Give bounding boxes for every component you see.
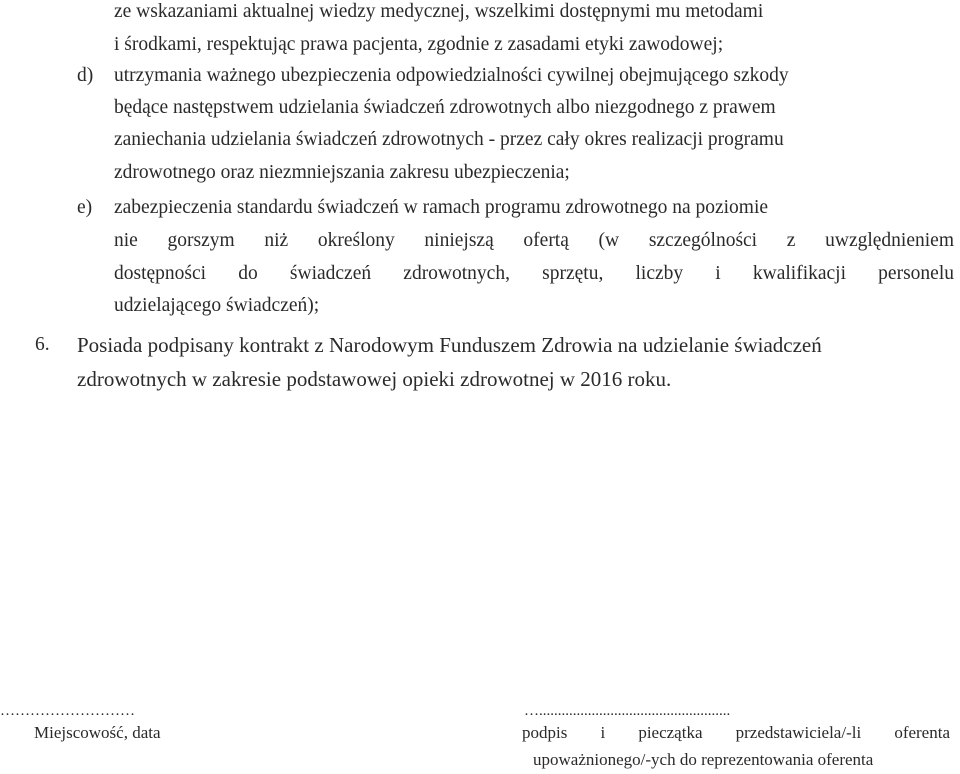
signature-caption-line-1: podpis i pieczątka przedstawiciela/-li oferenta — [522, 723, 950, 742]
item-e-line-3: dostępności do świadczeń zdrowotnych, sprzętu, liczby i kwalifikacji personelu — [114, 263, 954, 284]
item-d-line-2: będące następstwem udzielania świadczeń zdrowotnych albo niezgodnego z prawem — [114, 97, 776, 118]
item-e-line-2: nie gorszym niż określony niniejszą ofertą (w szczególności z uwzględnieniem — [114, 230, 954, 251]
item-c-line-2: i środkami, respektując prawa pacjenta, zgodnie z zasadami etyki zawodowej; — [114, 34, 724, 55]
item-e-line-1: zabezpieczenia standardu świadczeń w ramach programu zdrowotnego na poziomie — [114, 197, 769, 218]
item-c-line-1: ze wskazaniami aktualnej wiedzy medycznej, wszelkimi dostępnymi mu metodami — [114, 1, 764, 22]
item-e-label: e) — [77, 197, 93, 218]
point-6-line-2: zdrowotnych w zakresie podstawowej opieki zdrowotnej w 2016 roku. — [77, 367, 672, 391]
place-date-dotted-line: ……………………… — [0, 703, 135, 719]
point-6-label: 6. — [35, 334, 50, 355]
item-d-label: d) — [77, 65, 94, 86]
item-d-line-1: utrzymania ważnego ubezpieczenia odpowiedzialności cywilnej obejmującego szkody — [114, 65, 789, 86]
point-6-line-1: Posiada podpisany kontrakt z Narodowym Funduszem Zdrowia na udzielanie świadczeń — [77, 333, 822, 357]
item-e-line-4: udzielającego świadczeń); — [114, 295, 320, 316]
place-date-caption: Miejscowość, data — [34, 723, 161, 742]
item-d-line-3: zaniechania udzielania świadczeń zdrowotnych - przez cały okres realizacji programu — [114, 129, 784, 150]
item-d-line-4: zdrowotnego oraz niezmniejszania zakresu ubezpieczenia; — [114, 162, 570, 183]
signature-dotted-line: …................................................... — [524, 703, 731, 719]
signature-caption-line-2: upoważnionego/-ych do reprezentowania oferenta — [533, 750, 874, 769]
